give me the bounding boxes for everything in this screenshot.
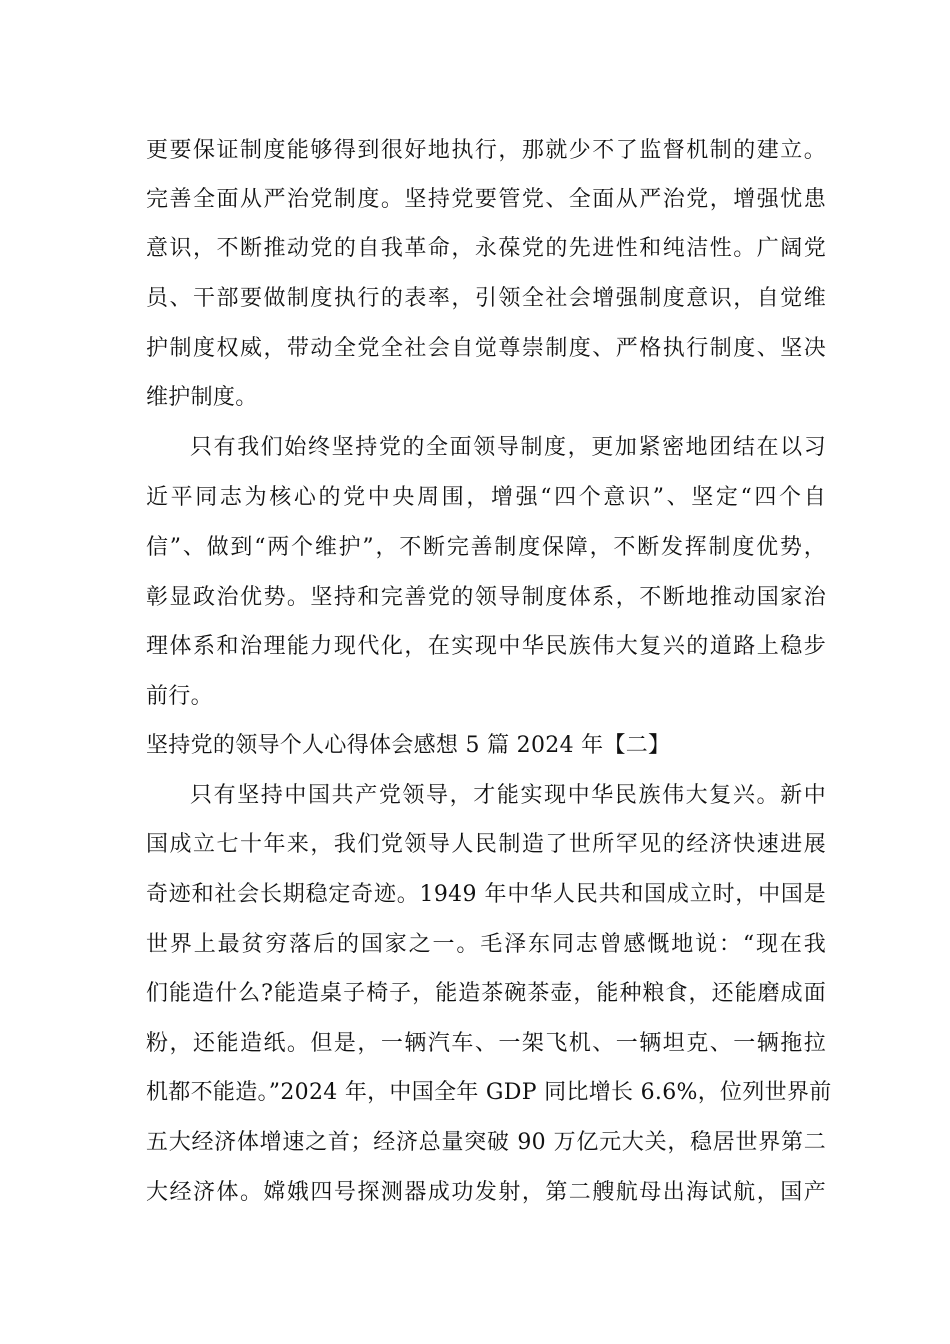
paragraph-line: 粉，还能造纸。但是，一辆汽车、一架飞机、一辆坦克、一辆拖拉: [146, 1031, 826, 1056]
paragraph-line: 彰显政治优势。坚持和完善党的领导制度体系，不断地推动国家治: [146, 585, 826, 610]
paragraph-line: 奇迹和社会长期稳定奇迹。1949 年中华人民共和国成立时，中国是: [146, 882, 826, 907]
paragraph-line: 意识，不断推动党的自我革命，永葆党的先进性和纯洁性。广阔党: [146, 236, 826, 261]
paragraph-line: 理体系和治理能力现代化，在实现中华民族伟大复兴的道路上稳步: [146, 634, 826, 659]
paragraph-line: 们能造什么?能造桌子椅子，能造茶碗茶壶，能种粮食，还能磨成面: [146, 981, 826, 1006]
paragraph-line: 大经济体。嫦娥四号探测器成功发射，第二艘航母出海试航，国产: [146, 1180, 826, 1205]
paragraph-line: 五大经济体增速之首；经济总量突破 90 万亿元大关，稳居世界第二: [146, 1130, 826, 1155]
paragraph-line: 员、干部要做制度执行的表率，引领全社会增强制度意识，自觉维: [146, 286, 826, 311]
paragraph-line: 只有我们始终坚持党的全面领导制度，更加紧密地团结在以习: [190, 435, 826, 460]
paragraph-line: 完善全面从严治党制度。坚持党要管党、全面从严治党，增强忧患: [146, 187, 826, 212]
paragraph-line: 世界上最贫穷落后的国家之一。毛泽东同志曾感慨地说：“现在我: [146, 932, 826, 957]
paragraph-line: 机都不能造。”2024 年，中国全年 GDP 同比增长 6.6%，位列世界前: [146, 1080, 832, 1105]
paragraph-line: 近平同志为核心的党中央周围，增强“四个意识”、坚定“四个自: [146, 485, 826, 510]
section-heading: 坚持党的领导个人心得体会感想 5 篇 2024 年【二】: [146, 733, 671, 758]
paragraph-line: 护制度权威，带动全党全社会自觉尊崇制度、严格执行制度、坚决: [146, 336, 826, 361]
paragraph-line: 更要保证制度能够得到很好地执行，那就少不了监督机制的建立。: [146, 138, 826, 163]
paragraph-line: 国成立七十年来，我们党领导人民制造了世所罕见的经济快速进展: [146, 832, 826, 857]
paragraph-line: 信”、做到“两个维护”，不断完善制度保障，不断发挥制度优势，: [146, 535, 826, 560]
paragraph-line: 只有坚持中国共产党领导，才能实现中华民族伟大复兴。新中: [190, 783, 826, 808]
paragraph-line: 前行。: [146, 684, 213, 709]
paragraph-line: 维护制度。: [146, 385, 258, 410]
